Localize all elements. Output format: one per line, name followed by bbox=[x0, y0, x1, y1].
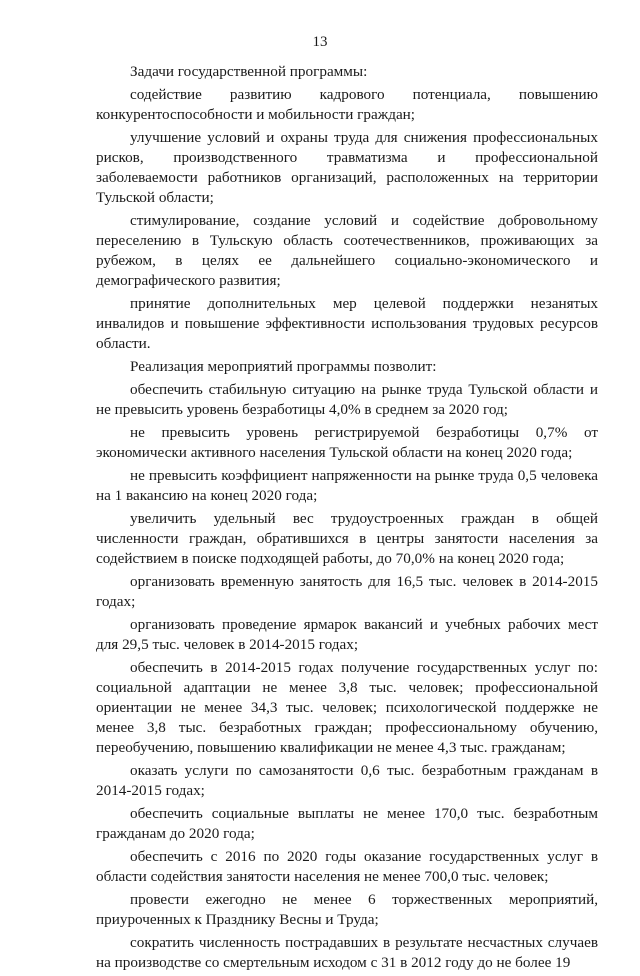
document-body bbox=[96, 62, 598, 976]
task-paragraph: содействие развитию кадрового потенциала, повышению конкурентоспособности и мобильности граждан; bbox=[96, 86, 598, 123]
task-paragraph: стимулирование, создание условий и содействие добровольному переселению в Тульскую область соотечественников, проживающих за рубежом, в целях ее дальнейшего социально-экономического и демографического развития; bbox=[96, 212, 598, 289]
result-paragraph: сократить численность пострадавших в результате несчастных случаев на производстве со смертельным исходом с 31 в 2012 году до не более 19 bbox=[96, 934, 598, 971]
section-heading-results: Реализация мероприятий программы позволит: bbox=[130, 358, 437, 375]
task-paragraph: принятие дополнительных мер целевой поддержки незанятых инвалидов и повышение эффективности использования трудовых ресурсов области. bbox=[96, 295, 598, 352]
page-number: 13 bbox=[312, 34, 328, 50]
result-paragraph: обеспечить стабильную ситуацию на рынке труда Тульской области и не превысить уровень безработицы 4,0% в среднем за 2020 год; bbox=[96, 381, 598, 418]
result-paragraph: провести ежегодно не менее 6 торжественных мероприятий, приуроченных к Празднику Весны и Труда; bbox=[96, 891, 598, 928]
task-paragraph: улучшение условий и охраны труда для снижения профессиональных рисков, производственного травматизма и профессиональной заболеваемости работников организаций, расположенных на территории Тульской области; bbox=[96, 129, 598, 206]
result-paragraph: организовать временную занятость для 16,5 тыс. человек в 2014-2015 годах; bbox=[96, 573, 598, 610]
result-paragraph: увеличить удельный вес трудоустроенных граждан в общей численности граждан, обратившихся в центры занятости населения за содействием в поиске подходящей работы, до 70,0% на конец 2020 года; bbox=[96, 510, 598, 567]
result-paragraph: организовать проведение ярмарок вакансий и учебных рабочих мест для 29,5 тыс. человек в 2014-2015 годах; bbox=[96, 616, 598, 653]
result-paragraph: обеспечить социальные выплаты не менее 170,0 тыс. безработным гражданам до 2020 года; bbox=[96, 805, 598, 842]
result-paragraph: оказать услуги по самозанятости 0,6 тыс. безработным гражданам в 2014-2015 годах; bbox=[96, 762, 598, 799]
section-heading-tasks: Задачи государственной программы: bbox=[130, 63, 368, 80]
result-paragraph: обеспечить с 2016 по 2020 годы оказание государственных услуг в области содействия занятости населения не менее 700,0 тыс. человек; bbox=[96, 848, 598, 885]
result-paragraph: не превысить уровень регистрируемой безработицы 0,7% от экономически активного населения Тульской области на конец 2020 года; bbox=[96, 424, 598, 461]
result-paragraph: обеспечить в 2014-2015 годах получение государственных услуг по: социальной адаптации не менее 3,8 тыс. человек; профессиональной ориентации не менее 34,3 тыс. человек; психологической поддержке не менее 3,8 тыс. безработных граждан; профессиональному обучению, переобучению, повышению квалификации не менее 4,3 тыс. гражданам; bbox=[96, 659, 598, 756]
result-paragraph: не превысить коэффициент напряженности на рынке труда 0,5 человека на 1 вакансию на конец 2020 года; bbox=[96, 467, 598, 504]
